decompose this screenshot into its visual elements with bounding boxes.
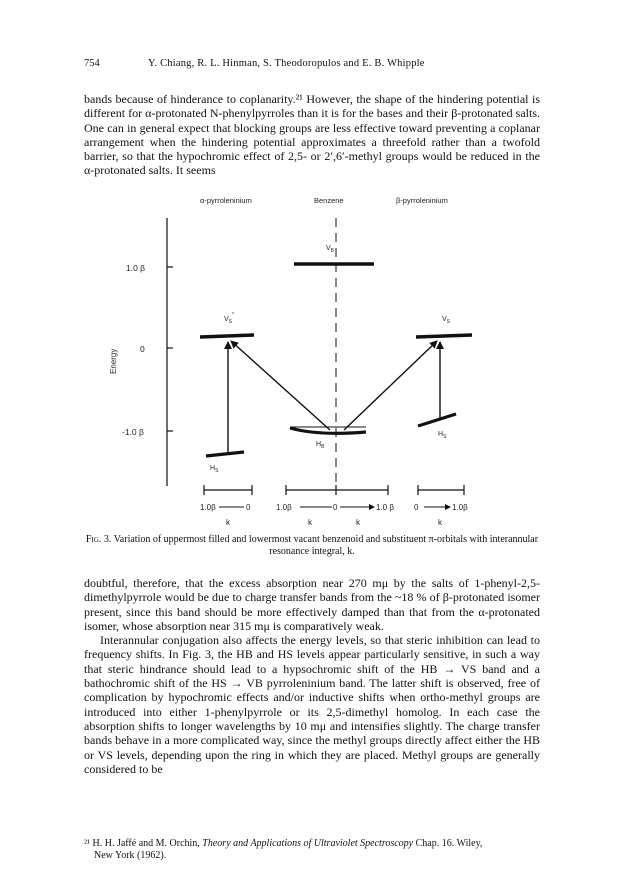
hs-left-level xyxy=(206,452,244,456)
energy-level-figure xyxy=(104,196,520,532)
scale-mid-end: 1.0 β xyxy=(376,503,394,512)
hs-right-label: $H_S$ xyxy=(438,431,447,440)
footnote-authors: H. H. Jaffé and M. Orchin, xyxy=(92,838,200,849)
energy-axis-label: Energy xyxy=(109,348,118,374)
scale-right-end: 1.0β xyxy=(452,503,468,512)
column-label-alpha: α-pyrroleninium xyxy=(200,196,252,205)
scale-right-k: k xyxy=(438,518,442,527)
tick-label-bottom: -1.0 β xyxy=(122,427,144,437)
scale-left-start: 1.0β xyxy=(200,503,216,512)
figure-caption-ref: Fig. 3. xyxy=(85,534,112,545)
hb-to-vs-arrow xyxy=(344,341,437,430)
vs-star-label: $V_S^*$ xyxy=(224,312,234,325)
figure-caption-text: Variation of uppermost filled and lowermost vacant benzenoid and substituent π-orbitals with interannular resonance integral, k. xyxy=(113,534,539,557)
vs-level xyxy=(416,335,472,337)
scale-mid-k-left: k xyxy=(308,518,312,527)
scale-mid-middle: 0 xyxy=(333,503,338,512)
hb-label: $H_B$ xyxy=(316,441,325,450)
footnote-title: Theory and Applications of Ultraviolet Spectroscopy xyxy=(202,838,414,849)
hb-to-vs-star-arrow xyxy=(231,341,330,430)
hs-right-level xyxy=(418,414,456,426)
vs-label: $V_S$ xyxy=(442,316,451,325)
vs-star-level xyxy=(200,335,254,337)
footnote-line-1 xyxy=(84,838,540,850)
footnote-marker: ²¹ xyxy=(84,838,90,849)
tick-label-top: 1.0 β xyxy=(126,263,146,273)
footnote-rest: Chap. 16. Wiley, xyxy=(415,838,483,849)
scale-left xyxy=(200,485,252,527)
scale-left-k: k xyxy=(226,518,230,527)
body-paragraph-3: Interannular conjugation also affects the energy levels, so that steric inhibition can lead to frequency shifts. In Fig. 3, the HB and HS levels appear particularly sensitive, in such a way that steric hindrance should lead to a hypsochromic shift of the HB → VS band and a bathochromic shift of the HS → VB pyrroleninium band. The latter shift is observed, free of complication by hypochromic effects and/or inductive shifts when ortho-methyl groups are introduced into either 1-phenylpyrrole or its 2,5-dimethyl homolog. In each case the absorption shifts to longer wavelengths by 10 mμ and intensifies slightly. The charge transfer bands behave in a more complicated way, since the methyl groups directly affect either the HB or VS levels, depending upon the ring in which they are placed. Methyl groups are generally considered to be xyxy=(84,633,540,776)
scale-mid-k-right: k xyxy=(356,518,360,527)
vb-label: $V_B$ xyxy=(326,245,335,254)
tick-label-middle: 0 xyxy=(140,344,145,354)
footnote-line-2: New York (1962). xyxy=(94,850,167,861)
running-header xyxy=(84,58,554,74)
scale-middle xyxy=(276,485,394,527)
hs-left-label: $H_S$ xyxy=(210,465,219,474)
column-label-benzene: Benzene xyxy=(314,196,344,205)
scale-left-end: 0 xyxy=(246,503,251,512)
scale-right-start: 0 xyxy=(414,503,419,512)
column-label-beta: β-pyrroleninium xyxy=(396,196,448,205)
figure-caption xyxy=(84,534,540,558)
body-paragraph-1: bands because of hinderance to coplanarity.²¹ However, the shape of the hindering potential is different for α-protonated N-phenylpyrroles than it is for the bases and their β-protonated salts. One can in general expect that blocking groups are less effective toward preventing a coplanar arrangement when the hindering potential approximates a threefold rather than a twofold barrier, so that the hypochromic effect of 2,5- or 2′,6′-methyl groups would be reduced in the α-protonated salts. It seems xyxy=(84,92,540,178)
footnote xyxy=(84,838,540,862)
page-number: 754 xyxy=(84,58,100,69)
energy-diagram-svg xyxy=(104,196,520,532)
body-paragraph-2: doubtful, therefore, that the excess absorption near 270 mμ by the salts of 1-phenyl-2,5-dimethylpyrrole would be due to charge transfer bands from the ~18 % of β-protonated isomer present, since this band should be more effectively damped than that from the α-protonated isomer, whose absorption near 315 mμ is comparatively weak. xyxy=(84,576,540,633)
body-paragraphs-after-figure xyxy=(84,576,540,776)
scale-right xyxy=(414,485,468,527)
scale-mid-start: 1.0β xyxy=(276,503,292,512)
running-head-authors: Y. Chiang, R. L. Hinman, S. Theodoropulos and E. B. Whipple xyxy=(148,58,425,69)
